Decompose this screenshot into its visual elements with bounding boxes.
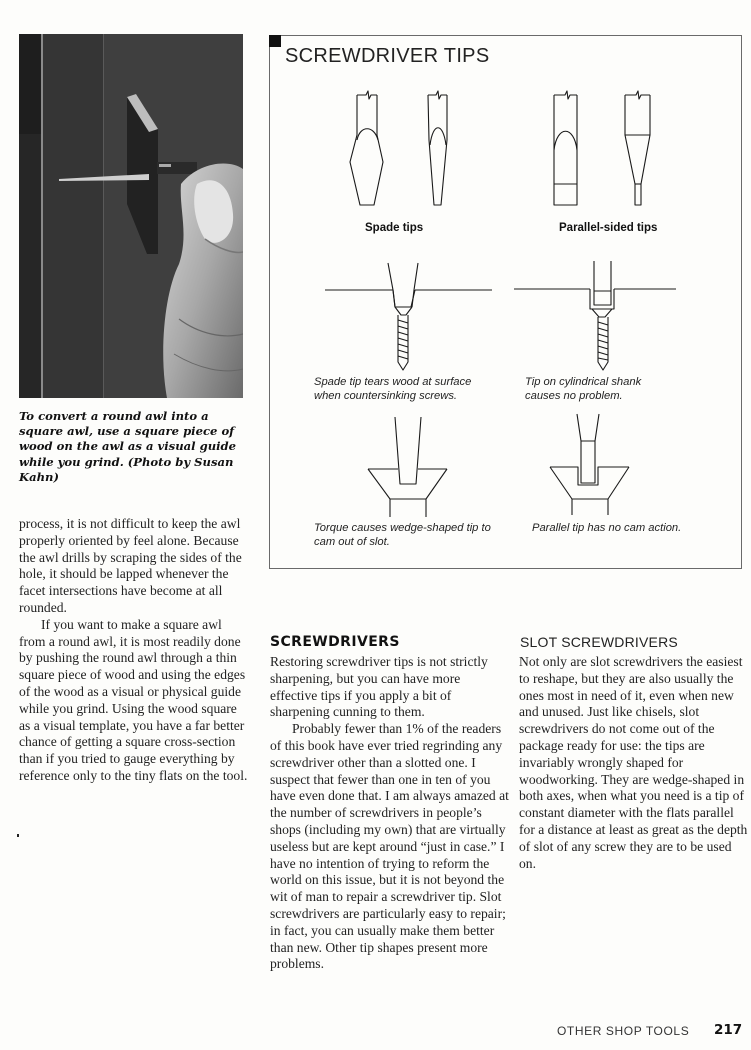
column-2-text <box>270 654 510 973</box>
caption-cylindrical-shank: Tip on cylindrical shank causes no problem. <box>525 376 642 402</box>
awl-photo <box>19 34 243 398</box>
label-parallel-sided-tips: Parallel-sided tips <box>559 222 658 234</box>
screwdriver-tips-diagram <box>269 35 743 570</box>
cylindrical-countersink-illustration <box>514 261 676 370</box>
paragraph: Restoring screwdriver tips is not strictly sharpening, but you can have more effective tips if you apply a bit of sharpening cunning to them. <box>270 654 488 720</box>
spade-tip-wide-view <box>350 91 383 205</box>
parallel-tip-slot-illustration <box>550 414 629 515</box>
figure-title: SCREWDRIVER TIPS <box>285 45 490 67</box>
column-3-text <box>519 654 749 872</box>
running-footer-section: OTHER SHOP TOOLS <box>557 1024 690 1038</box>
spade-tip-narrow-view <box>428 91 447 205</box>
wedge-tip-slot-illustration <box>368 417 447 517</box>
paragraph: process, it is not difficult to keep the awl properly oriented by feel alone. Because the awl drills by scraping the sides of the hole, it should be lapped whenever the facet intersections have become at all rounded. <box>19 516 242 615</box>
caption-parallel-no-cam: Parallel tip has no cam action. <box>532 522 682 534</box>
paragraph: If you want to make a square awl from a round awl, it is most readily done by pushing the round awl through a thin square piece of wood and using the edges of the wood as a visual or physical guide while you grind. Using the wood square as a visual template, you have a far better chance of getting a square cross-section than if you tried to gauge everything by reference only to the tiny flats on the tool. <box>19 616 248 783</box>
parallel-tip-narrow-view <box>625 91 650 205</box>
label-spade-tips: Spade tips <box>365 222 424 234</box>
parallel-tip-wide-view <box>554 91 577 205</box>
paragraph: Not only are slot screwdrivers the easiest to reshape, but they are also usually the ones most in need of it, even when new and unused. Just like chisels, slot screwdrivers do not come out of the package ready for use: the tips are invariably wrongly shaped for woodworking. They are wedge-shaped in both axes, when what you need is a tip of constant diameter with the flats parallel for a distance at least as great as the depth of slot of any screw they are to be used on. <box>519 654 748 871</box>
column-1-text <box>19 516 251 785</box>
page-number: 217 <box>714 1022 743 1038</box>
section-heading-screwdrivers: SCREWDRIVERS <box>270 634 400 650</box>
print-speck <box>17 834 19 837</box>
caption-wedge-cam-out: Torque causes wedge-shaped tip to cam out of slot. <box>314 522 491 548</box>
paragraph: Probably fewer than 1% of the readers of this book have ever tried regrinding any screwdriver other than a slotted one. I suspect that fewer than one in ten of you have even done that. I am always amazed at the number of screwdrivers in people’s shops (including my own) that are virtually useless but are kept around “just in case.” I have no intention of trying to reform the world on this issue, but it is not beyond the wit of man to repair a screwdriver tip. Slot screwdrivers are particularly easy to repair; in fact, you can usually make them better than new. Other tip shapes present more problems. <box>270 721 509 972</box>
awl-photo-illustration <box>19 34 243 398</box>
section-heading-slot-screwdrivers: SLOT SCREWDRIVERS <box>520 634 678 650</box>
caption-spade-countersink: Spade tip tears wood at surface when countersinking screws. <box>314 376 472 402</box>
photo-caption: To convert a round awl into a square awl, use a square piece of wood on the awl as a visual guide while you grind. (Photo by Susan Kahn) <box>19 409 237 484</box>
spade-countersink-illustration <box>325 263 492 370</box>
